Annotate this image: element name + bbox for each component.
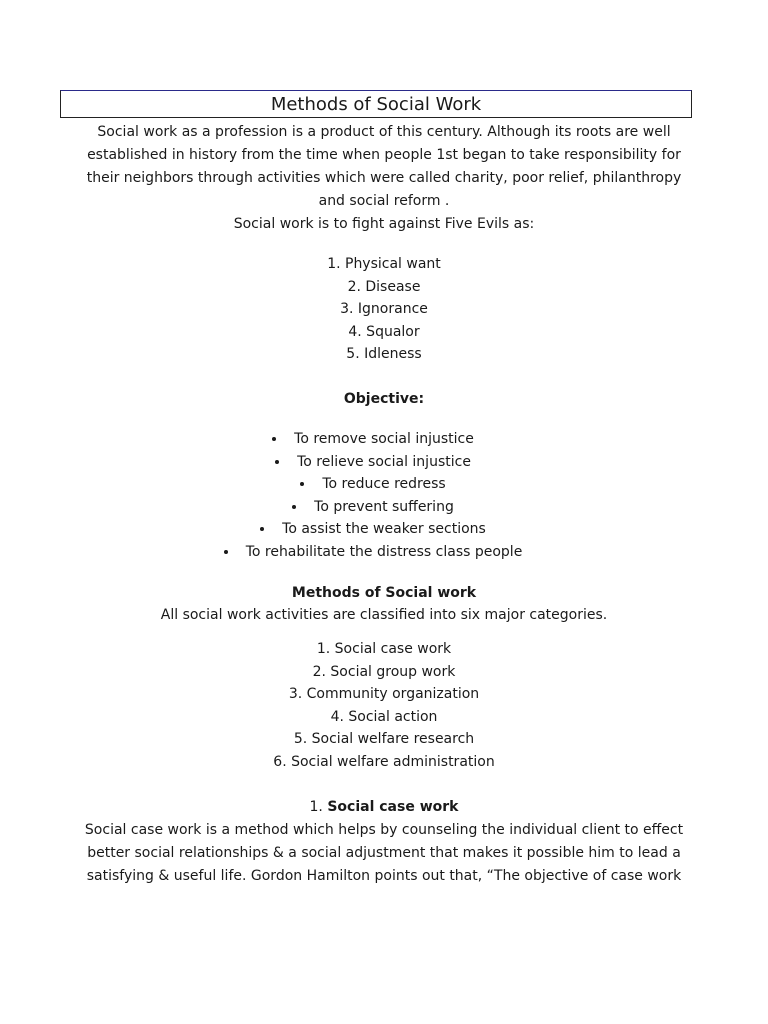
objective-heading: Objective: (343, 391, 425, 407)
objective-item: To remove social injustice (294, 428, 474, 451)
methods-intro: All social work activities are classified into six major categories. (160, 607, 608, 623)
intro-line: and social reform . (318, 193, 450, 209)
title-box (60, 90, 692, 118)
evils-list (0, 253, 768, 366)
case-work-line: Social case work is a method which helps by counseling the individual client to effect (84, 822, 684, 838)
case-work-line: satisfying & useful life. Gordon Hamilton points out that, “The objective of case work (86, 868, 682, 884)
evils-item: 4. Squalor (348, 323, 420, 340)
intro-line: Social work is to fight against Five Evils as: (233, 216, 535, 232)
objective-item: To relieve social injustice (297, 451, 471, 474)
evils-item: 3. Ignorance (340, 301, 428, 317)
evils-item: 1. Physical want (327, 256, 441, 272)
evils-item: 5. Idleness (346, 346, 422, 362)
objective-item: To assist the weaker sections (282, 518, 486, 541)
intro-line: their neighbors through activities which were called charity, poor relief, philanthropy (86, 170, 682, 186)
case-work-number: 1. (309, 799, 328, 815)
case-work-title: Social case work (327, 799, 459, 815)
objective-item: To reduce redress (322, 473, 445, 496)
methods-item: 6. Social welfare administration (273, 753, 495, 770)
case-work-paragraph (0, 819, 768, 888)
methods-item: 5. Social welfare research (293, 731, 475, 747)
case-work-line: better social relationships & a social adjustment that makes it possible him to lead a (87, 845, 681, 861)
page-title: Methods of Social Work (270, 94, 482, 115)
objectives-list (0, 428, 768, 563)
methods-list (0, 638, 768, 773)
methods-item: 3. Community organization (288, 686, 480, 702)
methods-heading: Methods of Social work (291, 585, 477, 601)
methods-item: 2. Social group work (312, 663, 456, 680)
intro-line: established in history from the time when people 1st began to take responsibility for (87, 147, 681, 163)
intro-paragraph (0, 121, 768, 236)
methods-item: 1. Social case work (316, 641, 452, 657)
objective-item: To prevent suffering (314, 496, 454, 519)
methods-item: 4. Social action (330, 708, 438, 725)
objective-item: To rehabilitate the distress class people (246, 541, 523, 564)
evils-item: 2. Disease (347, 278, 421, 295)
case-work-heading (0, 796, 768, 819)
intro-line: Social work as a profession is a product of this century. Although its roots are well (97, 124, 671, 140)
